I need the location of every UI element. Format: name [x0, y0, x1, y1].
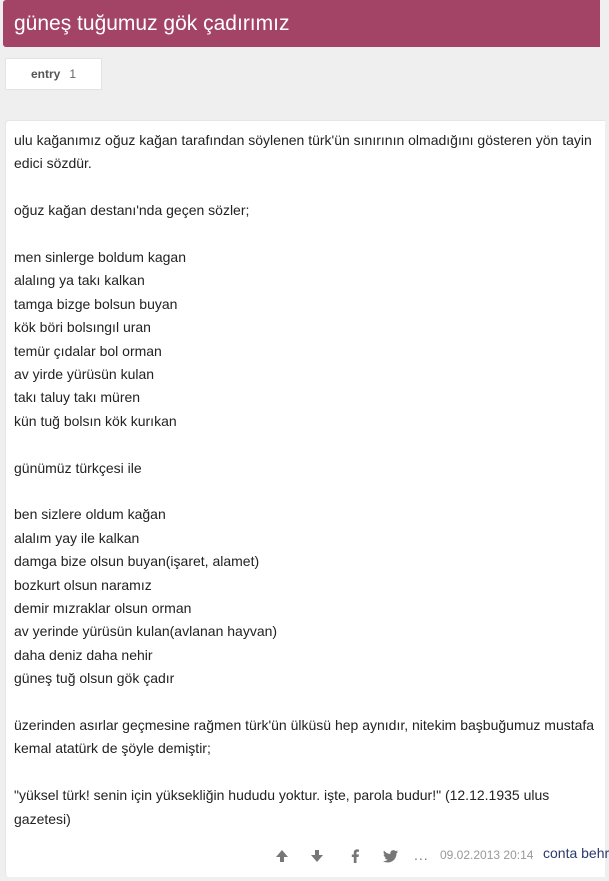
- entry-text-line: av yerinde yürüsün kulan(avlanan hayvan): [14, 623, 278, 640]
- blank-line: [14, 433, 599, 456]
- topic-header: [3, 0, 600, 47]
- more-options-button[interactable]: ...: [414, 847, 429, 863]
- blank-line: [14, 176, 599, 199]
- entry-text-line: damga bize olsun buyan(işaret, alamet): [14, 553, 260, 570]
- entry-card: [5, 120, 609, 877]
- topic-title[interactable]: güneş tuğumuz gök çadırımız: [14, 12, 290, 35]
- entry-text-line: kün tuğ bolsın kök kurıkan: [14, 412, 177, 429]
- entry-text-line: bozkurt olsun naramız: [14, 576, 152, 593]
- blank-line: [14, 691, 599, 714]
- entry-text-line: güneş tuğ olsun gök çadır: [14, 670, 175, 687]
- entry-content: [14, 129, 599, 831]
- entry-footer: [6, 841, 609, 871]
- entry-text-line: oğuz kağan destanı'nda geçen sözler;: [14, 202, 250, 219]
- facebook-icon[interactable]: [346, 847, 364, 865]
- entry-text-line: tamga bizge bolsun buyan: [14, 295, 178, 312]
- entry-text-line: temür çıdalar bol orman: [14, 342, 162, 359]
- entry-text-line: alalım yay ile kalkan: [14, 529, 140, 546]
- blank-line: [14, 480, 599, 503]
- entry-text-line: üzerinden asırlar geçmesine rağmen türk'ün ülküsü hep aynıdır, nitekim başbuğumuz mustafa kemal atatürk de şöyle demiştir;: [14, 717, 595, 757]
- tab-entry-count: 1: [69, 67, 77, 81]
- entry-text-line: ben sizlere oldum kağan: [14, 506, 166, 523]
- entry-text-line: daha deniz daha nehir: [14, 646, 153, 663]
- tab-entry[interactable]: [5, 58, 102, 90]
- entry-text-line: demir mızraklar olsun orman: [14, 600, 192, 617]
- entry-text-line: günümüz türkçesi ile: [14, 459, 142, 476]
- entry-author[interactable]: conta behr: [543, 845, 609, 861]
- blank-line: [14, 761, 599, 784]
- entry-date[interactable]: 09.02.2013 20:14: [440, 848, 534, 862]
- entry-text-line: alalıng ya takı kalkan: [14, 272, 145, 289]
- entry-text-line: av yirde yürüsün kulan: [14, 366, 155, 383]
- tab-entry-label: entry: [30, 67, 61, 81]
- arrow-down-icon[interactable]: [308, 847, 326, 865]
- entry-text-line: ulu kağanımız oğuz kağan tarafından söylenen türk'ün sınırının olmadığını gösteren yön tayin edici sözdür.: [14, 132, 592, 172]
- entry-text-line: "yüksel türk! senin için yüksekliğin hududu yoktur. işte, parola budur!" (12.12.1935 ulus gazetesi): [14, 787, 550, 827]
- entry-text-line: men sinlerge boldum kagan: [14, 249, 186, 265]
- entry-text-line: kök böri bolsıngıl uran: [14, 319, 151, 336]
- twitter-icon[interactable]: [382, 847, 400, 865]
- blank-line: [14, 223, 599, 246]
- entry-text-line: takı taluy takı müren: [14, 389, 141, 406]
- arrow-up-icon[interactable]: [273, 847, 291, 865]
